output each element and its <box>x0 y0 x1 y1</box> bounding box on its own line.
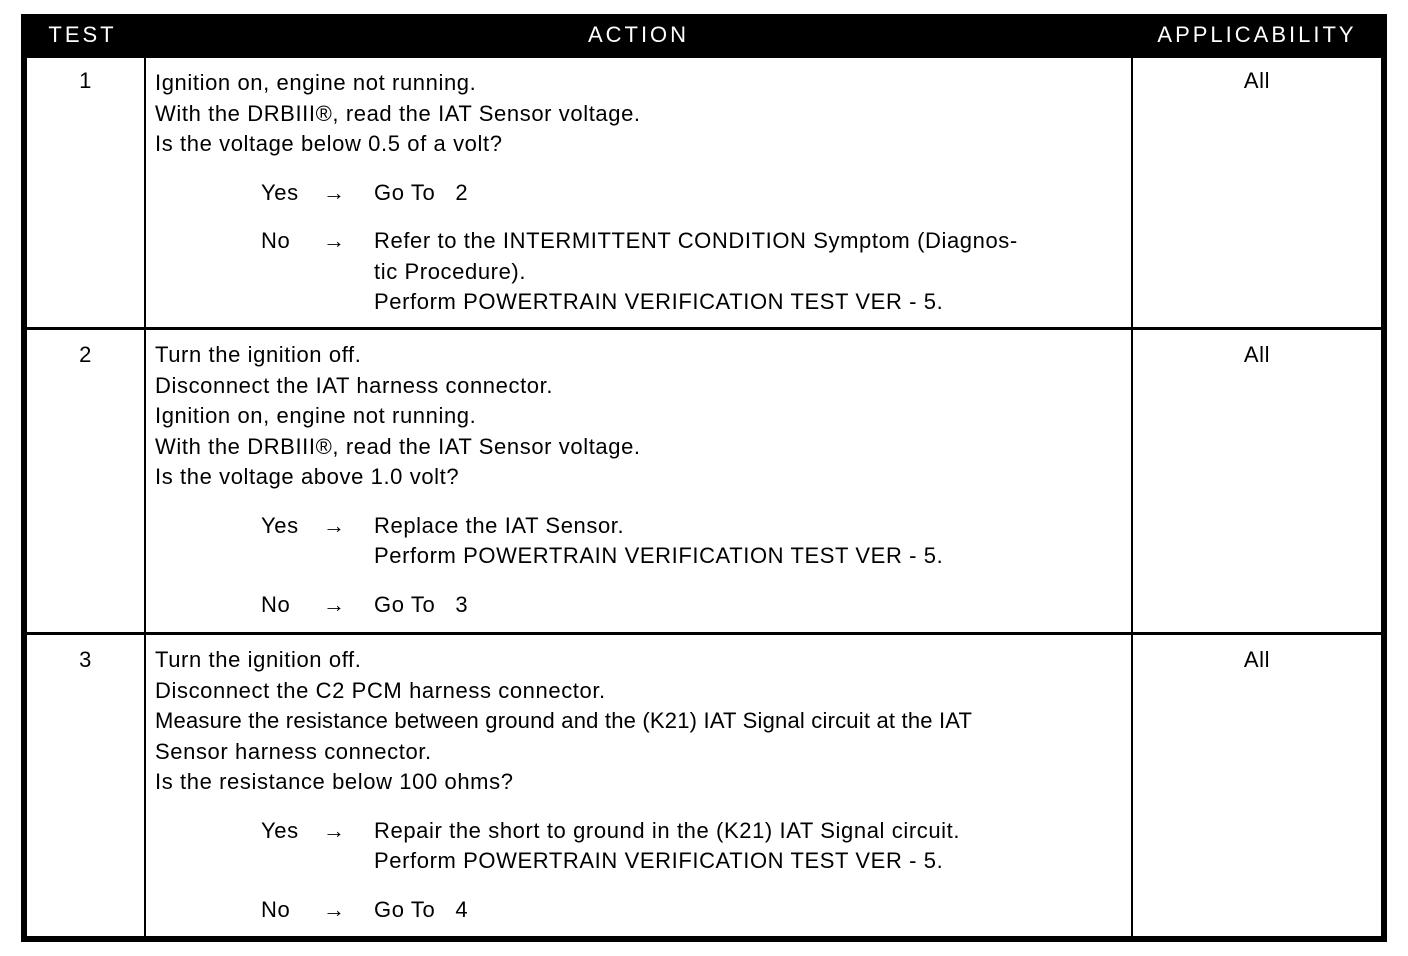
answer-line: Perform POWERTRAIN VERIFICATION TEST VER - 5. <box>374 289 944 314</box>
arrow-icon: → <box>323 512 346 538</box>
step-line: Is the resistance below 100 ohms? <box>155 769 514 794</box>
row-1-applicability <box>1133 58 1381 327</box>
answer-yes <box>155 816 1131 877</box>
arrow-icon: → <box>323 896 346 922</box>
answer-label: No <box>261 591 291 617</box>
answer-line: Perform POWERTRAIN VERIFICATION TEST VER - 5. <box>374 848 944 873</box>
answer-line: tic Procedure). <box>374 258 527 284</box>
row-3-action <box>146 635 1131 936</box>
header-test: TEST <box>48 22 117 47</box>
answer-label: Yes <box>261 512 299 538</box>
step-line: Turn the ignition off. <box>155 342 362 367</box>
answer-label: Yes <box>261 817 299 843</box>
answer-line: Repair the short to ground in the (K21) IAT Signal circuit. <box>374 817 961 843</box>
applicability-value: All <box>1243 342 1271 367</box>
answer-no <box>155 590 1131 621</box>
step-line: Turn the ignition off. <box>155 647 362 672</box>
answer-line: Replace the IAT Sensor. <box>374 512 625 538</box>
row-3-test-number <box>27 635 144 936</box>
step-line: Disconnect the C2 PCM harness connector. <box>155 677 606 703</box>
step-line: With the DRBIII®, read the IAT Sensor voltage. <box>155 100 641 126</box>
answer-no <box>155 226 1131 314</box>
test-number: 1 <box>79 68 92 93</box>
answer-line: Go To 3 <box>374 591 469 617</box>
applicability-value: All <box>1243 647 1271 672</box>
answer-label: No <box>261 896 291 922</box>
row-2-action <box>146 330 1131 632</box>
row-2-test-number <box>27 330 144 632</box>
answer-label: No <box>261 228 291 253</box>
header-applicability: APPLICABILITY <box>1157 22 1357 47</box>
arrow-icon: → <box>323 591 346 617</box>
answer-no <box>155 895 1131 926</box>
arrow-icon: → <box>323 817 346 843</box>
arrow-icon: → <box>323 228 346 253</box>
row-1-action <box>146 58 1131 327</box>
answer-line: Go To 2 <box>374 179 469 205</box>
answer-label: Yes <box>261 179 299 205</box>
applicability-value: All <box>1243 68 1271 93</box>
test-number: 3 <box>79 647 92 672</box>
header-action: ACTION <box>587 22 690 47</box>
step-line: Ignition on, engine not running. <box>155 403 477 428</box>
test-number: 2 <box>79 342 92 367</box>
row-1-test-number <box>27 58 144 327</box>
row-3-applicability <box>1133 635 1381 936</box>
step-line: Sensor harness connector. <box>155 738 432 764</box>
answer-line: Perform POWERTRAIN VERIFICATION TEST VER - 5. <box>374 543 944 568</box>
arrow-icon: → <box>323 179 346 205</box>
answer-yes <box>155 178 1131 209</box>
answer-line: Refer to the INTERMITTENT CONDITION Symptom (Diagnos- <box>374 228 1018 253</box>
step-line: Is the voltage above 1.0 volt? <box>155 464 460 489</box>
step-line: Measure the resistance between ground and the (K21) IAT Signal circuit at the IAT <box>155 708 973 733</box>
answer-yes <box>155 511 1131 572</box>
step-line: Ignition on, engine not running. <box>155 70 477 95</box>
step-line: Is the voltage below 0.5 of a volt? <box>155 131 503 156</box>
answer-line: Go To 4 <box>374 896 469 922</box>
step-line: Disconnect the IAT harness connector. <box>155 372 554 398</box>
row-2-applicability <box>1133 330 1381 632</box>
diagnostic-test-table <box>21 14 1387 942</box>
step-line: With the DRBIII®, read the IAT Sensor voltage. <box>155 433 641 459</box>
